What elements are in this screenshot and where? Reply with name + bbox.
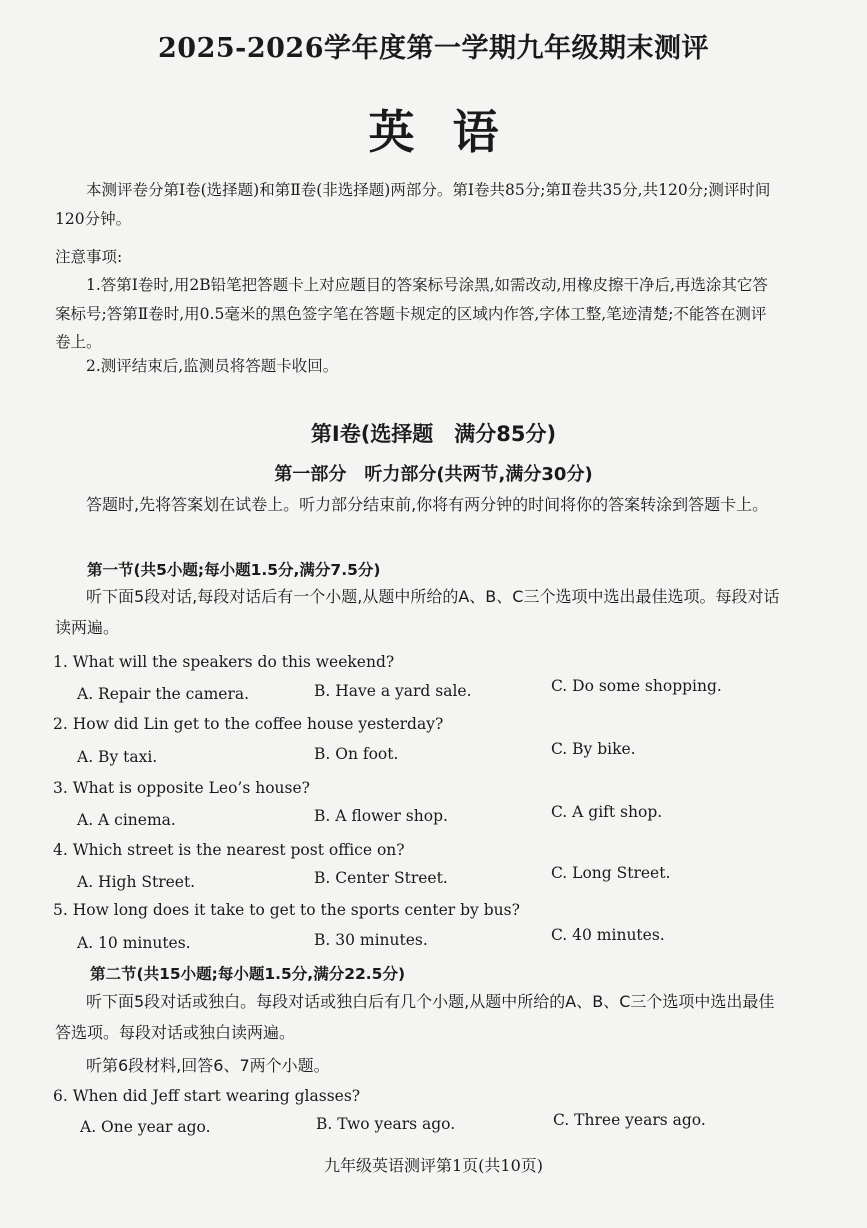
intro-paragraph: 本测评卷分第Ⅰ卷(选择题)和第Ⅱ卷(非选择题)两部分。第Ⅰ卷共85分;第Ⅱ卷共35分,共120分;测评时间120分钟。 [55,181,771,228]
q2-option-c: C. By bike. [551,740,636,758]
q5-option-b: B. 30 minutes. [314,931,428,949]
q3-option-b: B. A flower shop. [314,807,448,825]
q4-option-c: C. Long Street. [551,864,671,882]
section1-instructions: 听下面5段对话,每段对话后有一个小题,从题中所给的A、B、C三个选项中选出最佳选项。每段对话读两遍。 [55,587,780,637]
question-5: 5. How long does it take to get to the sports center by bus? [53,901,520,919]
q4-option-a: A. High Street. [77,873,196,891]
q5-option-a: A. 10 minutes. [77,934,191,952]
section2-title: 第二节(共15小题;每小题1.5分,满分22.5分) [90,965,406,983]
question-6: 6. When did Jeff start wearing glasses? [53,1087,361,1105]
q1-option-a: A. Repair the camera. [77,685,250,703]
exam-title: 2025-2026学年度第一学期九年级期末测评 [158,33,709,64]
question-3: 3. What is opposite Leo’s house? [53,779,310,797]
part1-instructions: 答题时,先将答案划在试卷上。听力部分结束前,你将有两分钟的时间将你的答案转涂到答题卡上。 [86,495,769,514]
q5-option-c: C. 40 minutes. [551,926,665,944]
notes-title: 注意事项: [55,248,123,266]
question-2: 2. How did Lin get to the coffee house yesterday? [53,715,444,733]
q1-option-c: C. Do some shopping. [551,677,722,695]
q3-option-c: C. A gift shop. [551,803,663,821]
q6-option-c: C. Three years ago. [553,1111,706,1129]
q1-option-b: B. Have a yard sale. [314,682,472,700]
note-2: 2.测评结束后,监测员将答题卡收回。 [86,357,339,375]
q2-option-b: B. On foot. [314,745,399,763]
q2-option-a: A. By taxi. [77,748,158,766]
section1-title: 第一节(共5小题;每小题1.5分,满分7.5分) [87,561,381,579]
note-1: 1.答第Ⅰ卷时,用2B铅笔把答题卡上对应题目的答案标号涂黑,如需改动,用橡皮擦干净后,再选涂其它答案标号;答第Ⅱ卷时,用0.5毫米的黑色签字笔在答题卡规定的区域内作答,字体工整,笔迹清楚;不能答在测评卷上。 [55,276,768,351]
q3-option-a: A. A cinema. [77,811,176,829]
question-1: 1. What will the speakers do this weekend? [53,653,395,671]
question-4: 4. Which street is the nearest post office on? [53,841,405,859]
volume1-title: 第Ⅰ卷(选择题 满分85分) [310,422,557,446]
part1-title: 第一部分 听力部分(共两节,满分30分) [274,464,593,485]
subject-title: 英语 [368,105,537,159]
material-6-note: 听第6段材料,回答6、7两个小题。 [86,1056,330,1075]
q6-option-b: B. Two years ago. [316,1115,456,1133]
page-footer: 九年级英语测评第1页(共10页) [323,1156,544,1175]
q4-option-b: B. Center Street. [314,869,448,887]
section2-instructions: 听下面5段对话或独白。每段对话或独白后有几个小题,从题中所给的A、B、C三个选项中选出最佳答选项。每段对话或独白读两遍。 [55,992,775,1042]
q6-option-a: A. One year ago. [80,1118,211,1136]
